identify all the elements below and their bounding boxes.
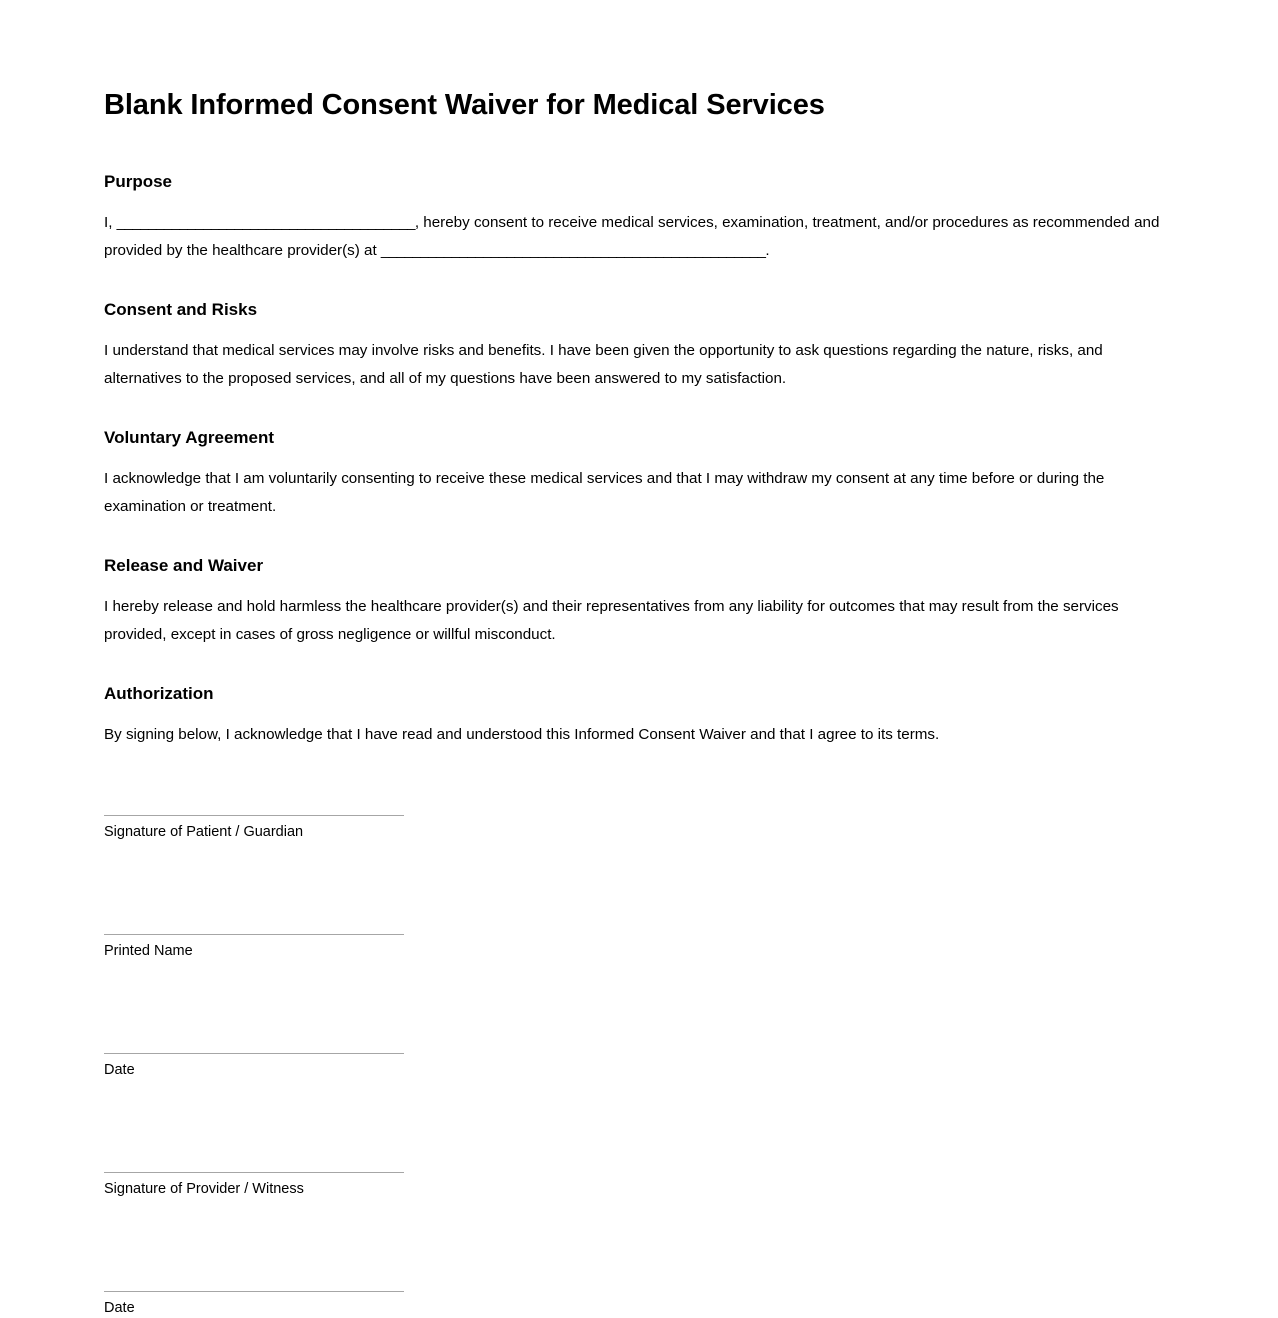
section-authorization xyxy=(104,683,1160,749)
section-body-authorization: By signing below, I acknowledge that I have read and understood this Informed Consent Waiver and that I agree to its terms. xyxy=(104,726,940,744)
section-voluntary-agreement xyxy=(104,427,1160,521)
signature-rule-date-patient[interactable] xyxy=(104,1053,404,1054)
signature-field-provider-witness[interactable] xyxy=(104,1172,1160,1199)
purpose-text-end: . xyxy=(765,241,770,259)
section-purpose xyxy=(104,171,1160,265)
purpose-text-middle: , hereby consent to receive medical services, examination, treatment, and/or procedures as recommended and provided by the healthcare provider(s) at xyxy=(104,213,1160,259)
signature-label-printed-name: Printed Name xyxy=(104,943,193,960)
signature-rule-provider-witness[interactable] xyxy=(104,1172,404,1173)
signature-label-patient-guardian: Signature of Patient / Guardian xyxy=(104,824,304,841)
blank-field-patient-name[interactable]: ______________________________________ xyxy=(116,213,415,231)
blank-field-location[interactable]: _________________________________________________ xyxy=(380,241,766,259)
signature-label-provider-witness: Signature of Provider / Witness xyxy=(104,1181,304,1198)
section-release-and-waiver xyxy=(104,555,1160,649)
signature-label-date-patient: Date xyxy=(104,1062,135,1079)
signature-rule-patient-guardian[interactable] xyxy=(104,815,404,816)
section-body-release-and-waiver: I hereby release and hold harmless the healthcare provider(s) and their representatives from any liability for outcomes that may result from the services provided, except in cases of gross negligence or willful misconduct. xyxy=(104,598,1119,644)
section-body-voluntary-agreement: I acknowledge that I am voluntarily consenting to receive these medical services and that I may withdraw my consent at any time before or during the examination or treatment. xyxy=(104,470,1105,516)
purpose-text-intro: I, xyxy=(104,213,117,231)
section-heading-consent-and-risks: Consent and Risks xyxy=(104,299,258,319)
section-heading-voluntary-agreement: Voluntary Agreement xyxy=(104,427,275,447)
section-heading-release-and-waiver: Release and Waiver xyxy=(104,556,264,576)
section-body-purpose xyxy=(104,209,1160,265)
signature-field-patient-guardian[interactable] xyxy=(104,815,1160,842)
section-heading-authorization: Authorization xyxy=(104,684,214,704)
signature-field-printed-name[interactable] xyxy=(104,934,1160,961)
signature-field-date-patient[interactable] xyxy=(104,1053,1160,1080)
section-body-consent-and-risks: I understand that medical services may involve risks and benefits. I have been given the opportunity to ask questions regarding the nature, risks, and alternatives to the proposed services, and all of my questions have been answered to my satisfaction. xyxy=(104,341,1103,387)
signature-rule-date-provider[interactable] xyxy=(104,1291,404,1292)
signature-field-date-provider[interactable] xyxy=(104,1291,1160,1318)
signature-block xyxy=(104,815,1160,1318)
signature-label-date-provider: Date xyxy=(104,1300,135,1317)
page-title: Blank Informed Consent Waiver for Medical Services xyxy=(104,89,825,121)
section-heading-purpose: Purpose xyxy=(104,171,173,191)
signature-rule-printed-name[interactable] xyxy=(104,934,404,935)
section-consent-and-risks xyxy=(104,299,1160,393)
